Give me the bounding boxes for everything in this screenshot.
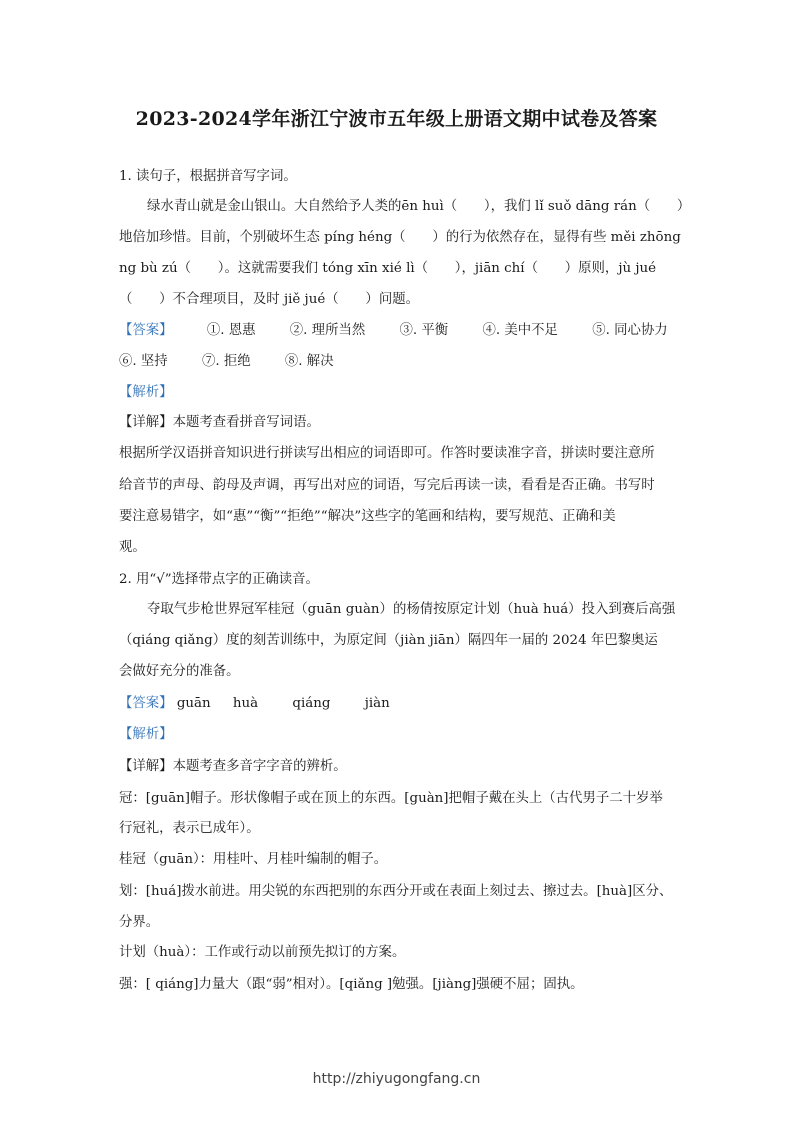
question-2-stem: 2. 用“√”选择带点字的正确读音。 (119, 572, 319, 587)
detail-text: 本题考查看拼音写词语。 (172, 415, 320, 430)
q1-explanation-line: 根据所学汉语拼音知识进行拼读写出相应的词语即可。作答时要读准字音，拼读时要注意所 (119, 446, 655, 461)
answer-item: ①. 恩惠 (206, 323, 256, 338)
detail-tag: 【详解】 (119, 759, 173, 774)
detail-tag: 【详解】 (119, 415, 173, 430)
q2-explanation-line: 划：[huá]拨水前进。用尖锐的东西把别的东西分开或在表面上刻过去、擦过去。[huà]区分、 (119, 884, 673, 899)
answer-item: ③. 平衡 (399, 323, 449, 338)
answer-tag: 【答案】 (119, 696, 173, 711)
answer-item: ⑧. 解决 (284, 354, 334, 369)
q2-explanation-line: 冠：[guān]帽子。形状像帽子或在顶上的东西。[guàn]把帽子戴在头上（古代男子二十岁举 (119, 791, 663, 806)
q2-explanation-line: 行冠礼，表示已成年）。 (119, 821, 260, 836)
q1-passage-line: （ ）不合理项目，及时 jiě jué（ ）问题。 (119, 292, 419, 307)
page-title: 2023-2024学年浙江宁波市五年级上册语文期中试卷及答案 (135, 108, 658, 130)
q1-passage-line: 地倍加珍惜。目前，个别破坏生态 píng héng（ ）的行为依然存在，显得有些 měi zhōng (119, 230, 681, 245)
q1-detail (119, 413, 320, 433)
q2-passage-line: 会做好充分的准备。 (119, 664, 240, 679)
q1-explanation-line: 给音节的声母、韵母及声调，再写出对应的词语，写完后再读一读，看看是否正确。书写时 (119, 478, 655, 493)
q2-explanation-line: 计划（huà）：工作或行动以前预先拟订的方案。 (119, 945, 406, 960)
q2-explanation-line: 桂冠（guān）：用桂叶、月桂叶编制的帽子。 (119, 852, 388, 867)
q2-explanation-line: 强：[ qiáng]力量大（跟“弱”相对）。[qiǎng ]勉强。[jiàng]强硬不屈；固执。 (119, 977, 584, 992)
analysis-tag: 【解析】 (119, 385, 173, 400)
question-1-stem: 1. 读句子，根据拼音写字词。 (119, 169, 297, 184)
q1-answer-row (119, 321, 668, 341)
footer-url: http://zhiyugongfang.cn (312, 1071, 481, 1087)
q2-answer-row (119, 694, 390, 714)
answer-tag: 【答案】 (119, 323, 173, 338)
answer-item: huà (232, 696, 259, 711)
q1-answer-row (119, 352, 334, 372)
q1-explanation-line: 要注意易错字，如“惠”“衡”“拒绝”“解决”这些字的笔画和结构，要写规范、正确和美 (119, 509, 616, 524)
answer-item: ④. 美中不足 (482, 323, 558, 338)
q2-passage-line: 夺取气步枪世界冠军桂冠（guān guàn）的杨倩按原定计划（huà huá）投入到赛后高强 (147, 602, 676, 617)
detail-text: 本题考查多音字字音的辨析。 (172, 759, 347, 774)
answer-item: jiàn (364, 696, 390, 711)
answer-item: guān (176, 696, 211, 711)
answer-item: ⑤. 同心协力 (592, 323, 668, 338)
answer-item: qiáng (292, 696, 331, 711)
answer-item: ⑦. 拒绝 (201, 354, 251, 369)
answer-item: ⑥. 坚持 (119, 354, 168, 369)
q2-passage-line: （qiáng qiǎng）度的刻苦训练中，为原定间（jiàn jiān）隔四年一届的 2024 年巴黎奥运 (119, 633, 658, 648)
answer-item: ②. 理所当然 (289, 323, 366, 338)
q2-detail (119, 757, 347, 777)
q2-explanation-line: 分界。 (119, 915, 160, 930)
q1-passage-line: 绿水青山就是金山银山。大自然给予人类的ēn huì（ ），我们 lǐ suǒ dāng rán（ ） (147, 199, 691, 214)
q1-passage-line: ng bù zú（ ）。这就需要我们 tóng xīn xié lì（ ），jiān chí（ ）原则，jù jué (119, 261, 657, 276)
q1-explanation-line: 观。 (119, 540, 146, 555)
analysis-tag: 【解析】 (119, 727, 173, 742)
